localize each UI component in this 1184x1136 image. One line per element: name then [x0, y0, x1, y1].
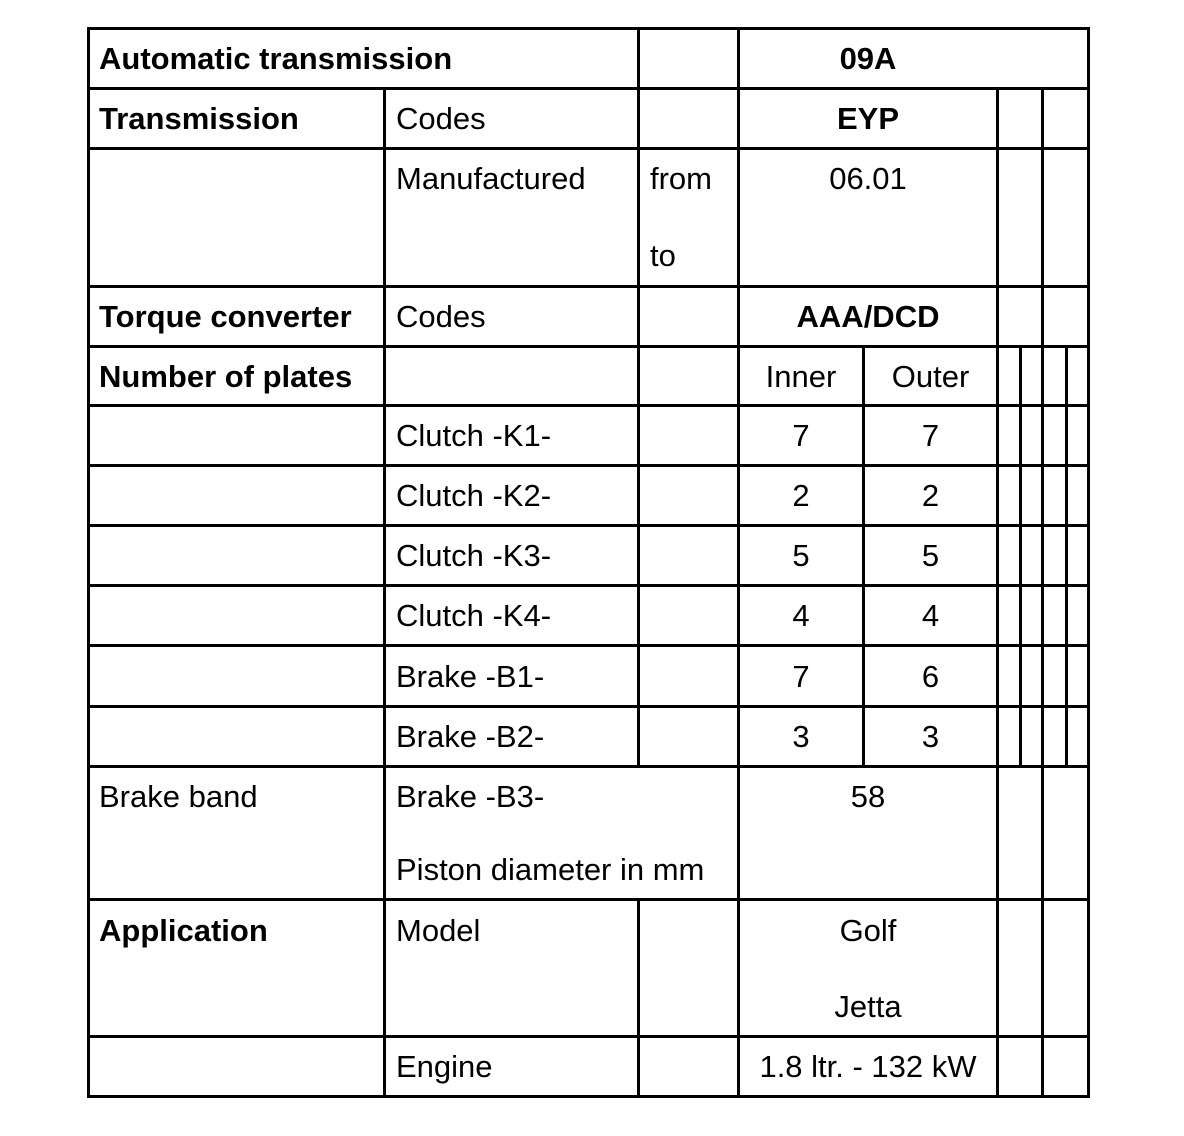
plate-row-name: Clutch -K3- — [396, 538, 552, 573]
plate-row-inner: 4 — [792, 598, 810, 633]
grid-line — [87, 705, 1090, 708]
from-label: from — [650, 161, 712, 196]
grid-line — [637, 898, 640, 1098]
brake-band-label: Brake band — [99, 779, 258, 814]
grid-line — [1041, 87, 1044, 1098]
inner-label: Inner — [765, 359, 837, 394]
brake-band-value: 58 — [850, 779, 886, 814]
model-label: Model — [396, 913, 481, 948]
transmission-codes-label: Codes — [396, 101, 486, 136]
plate-row-outer: 7 — [921, 418, 940, 453]
plate-row-name: Brake -B2- — [396, 719, 545, 754]
plate-row-inner: 7 — [792, 659, 810, 694]
model-name: Golf — [839, 913, 897, 948]
plate-row-name: Clutch -K4- — [396, 598, 552, 633]
plate-row-outer: 4 — [921, 598, 940, 633]
plate-row-inner: 7 — [792, 418, 810, 453]
grid-line — [87, 27, 1090, 30]
plate-row-outer: 5 — [921, 538, 940, 573]
plates-label: Number of plates — [99, 359, 353, 394]
manufactured-label: Manufactured — [396, 161, 586, 196]
grid-line — [87, 285, 1090, 288]
plate-row-outer: 6 — [921, 659, 940, 694]
grid-line — [1087, 27, 1090, 1098]
plate-row-outer: 2 — [921, 478, 940, 513]
grid-line — [87, 27, 90, 1098]
engine-value: 1.8 ltr. - 132 kW — [759, 1049, 977, 1084]
grid-line — [87, 147, 1090, 150]
grid-line — [87, 765, 1090, 768]
grid-line — [1065, 345, 1068, 768]
from-value: 06.01 — [829, 161, 907, 196]
engine-label: Engine — [396, 1049, 493, 1084]
torque-converter-codes-label: Codes — [396, 299, 486, 334]
grid-line — [87, 584, 1090, 587]
grid-line — [87, 345, 1090, 348]
grid-line — [87, 464, 1090, 467]
grid-line — [996, 87, 999, 1098]
grid-line — [637, 27, 640, 768]
plate-row-inner: 2 — [792, 478, 810, 513]
grid-line — [87, 404, 1090, 407]
grid-line — [1019, 345, 1022, 768]
brake-band-name: Brake -B3- — [396, 779, 545, 814]
grid-line — [87, 644, 1090, 647]
application-label: Application — [99, 913, 268, 948]
grid-line — [87, 898, 1090, 901]
torque-converter-label: Torque converter — [99, 299, 352, 334]
grid-line — [383, 87, 386, 1098]
transmission-label: Transmission — [99, 101, 299, 136]
plate-row-name: Brake -B1- — [396, 659, 545, 694]
plate-row-name: Clutch -K1- — [396, 418, 552, 453]
grid-line — [87, 87, 1090, 90]
plate-row-name: Clutch -K2- — [396, 478, 552, 513]
table-title: Automatic transmission — [99, 41, 453, 76]
grid-line — [87, 1035, 1090, 1038]
plate-row-outer: 3 — [921, 719, 940, 754]
model-name: Jetta — [834, 989, 902, 1024]
plate-row-inner: 5 — [792, 538, 810, 573]
grid-line — [87, 524, 1090, 527]
grid-line — [87, 1095, 1090, 1098]
torque-converter-code: AAA/DCD — [796, 299, 940, 334]
outer-label: Outer — [891, 359, 970, 394]
to-label: to — [650, 238, 676, 273]
model-code: 09A — [839, 41, 897, 76]
plate-row-inner: 3 — [792, 719, 810, 754]
piston-diameter-label: Piston diameter in mm — [396, 852, 705, 887]
transmission-code: EYP — [836, 101, 900, 136]
